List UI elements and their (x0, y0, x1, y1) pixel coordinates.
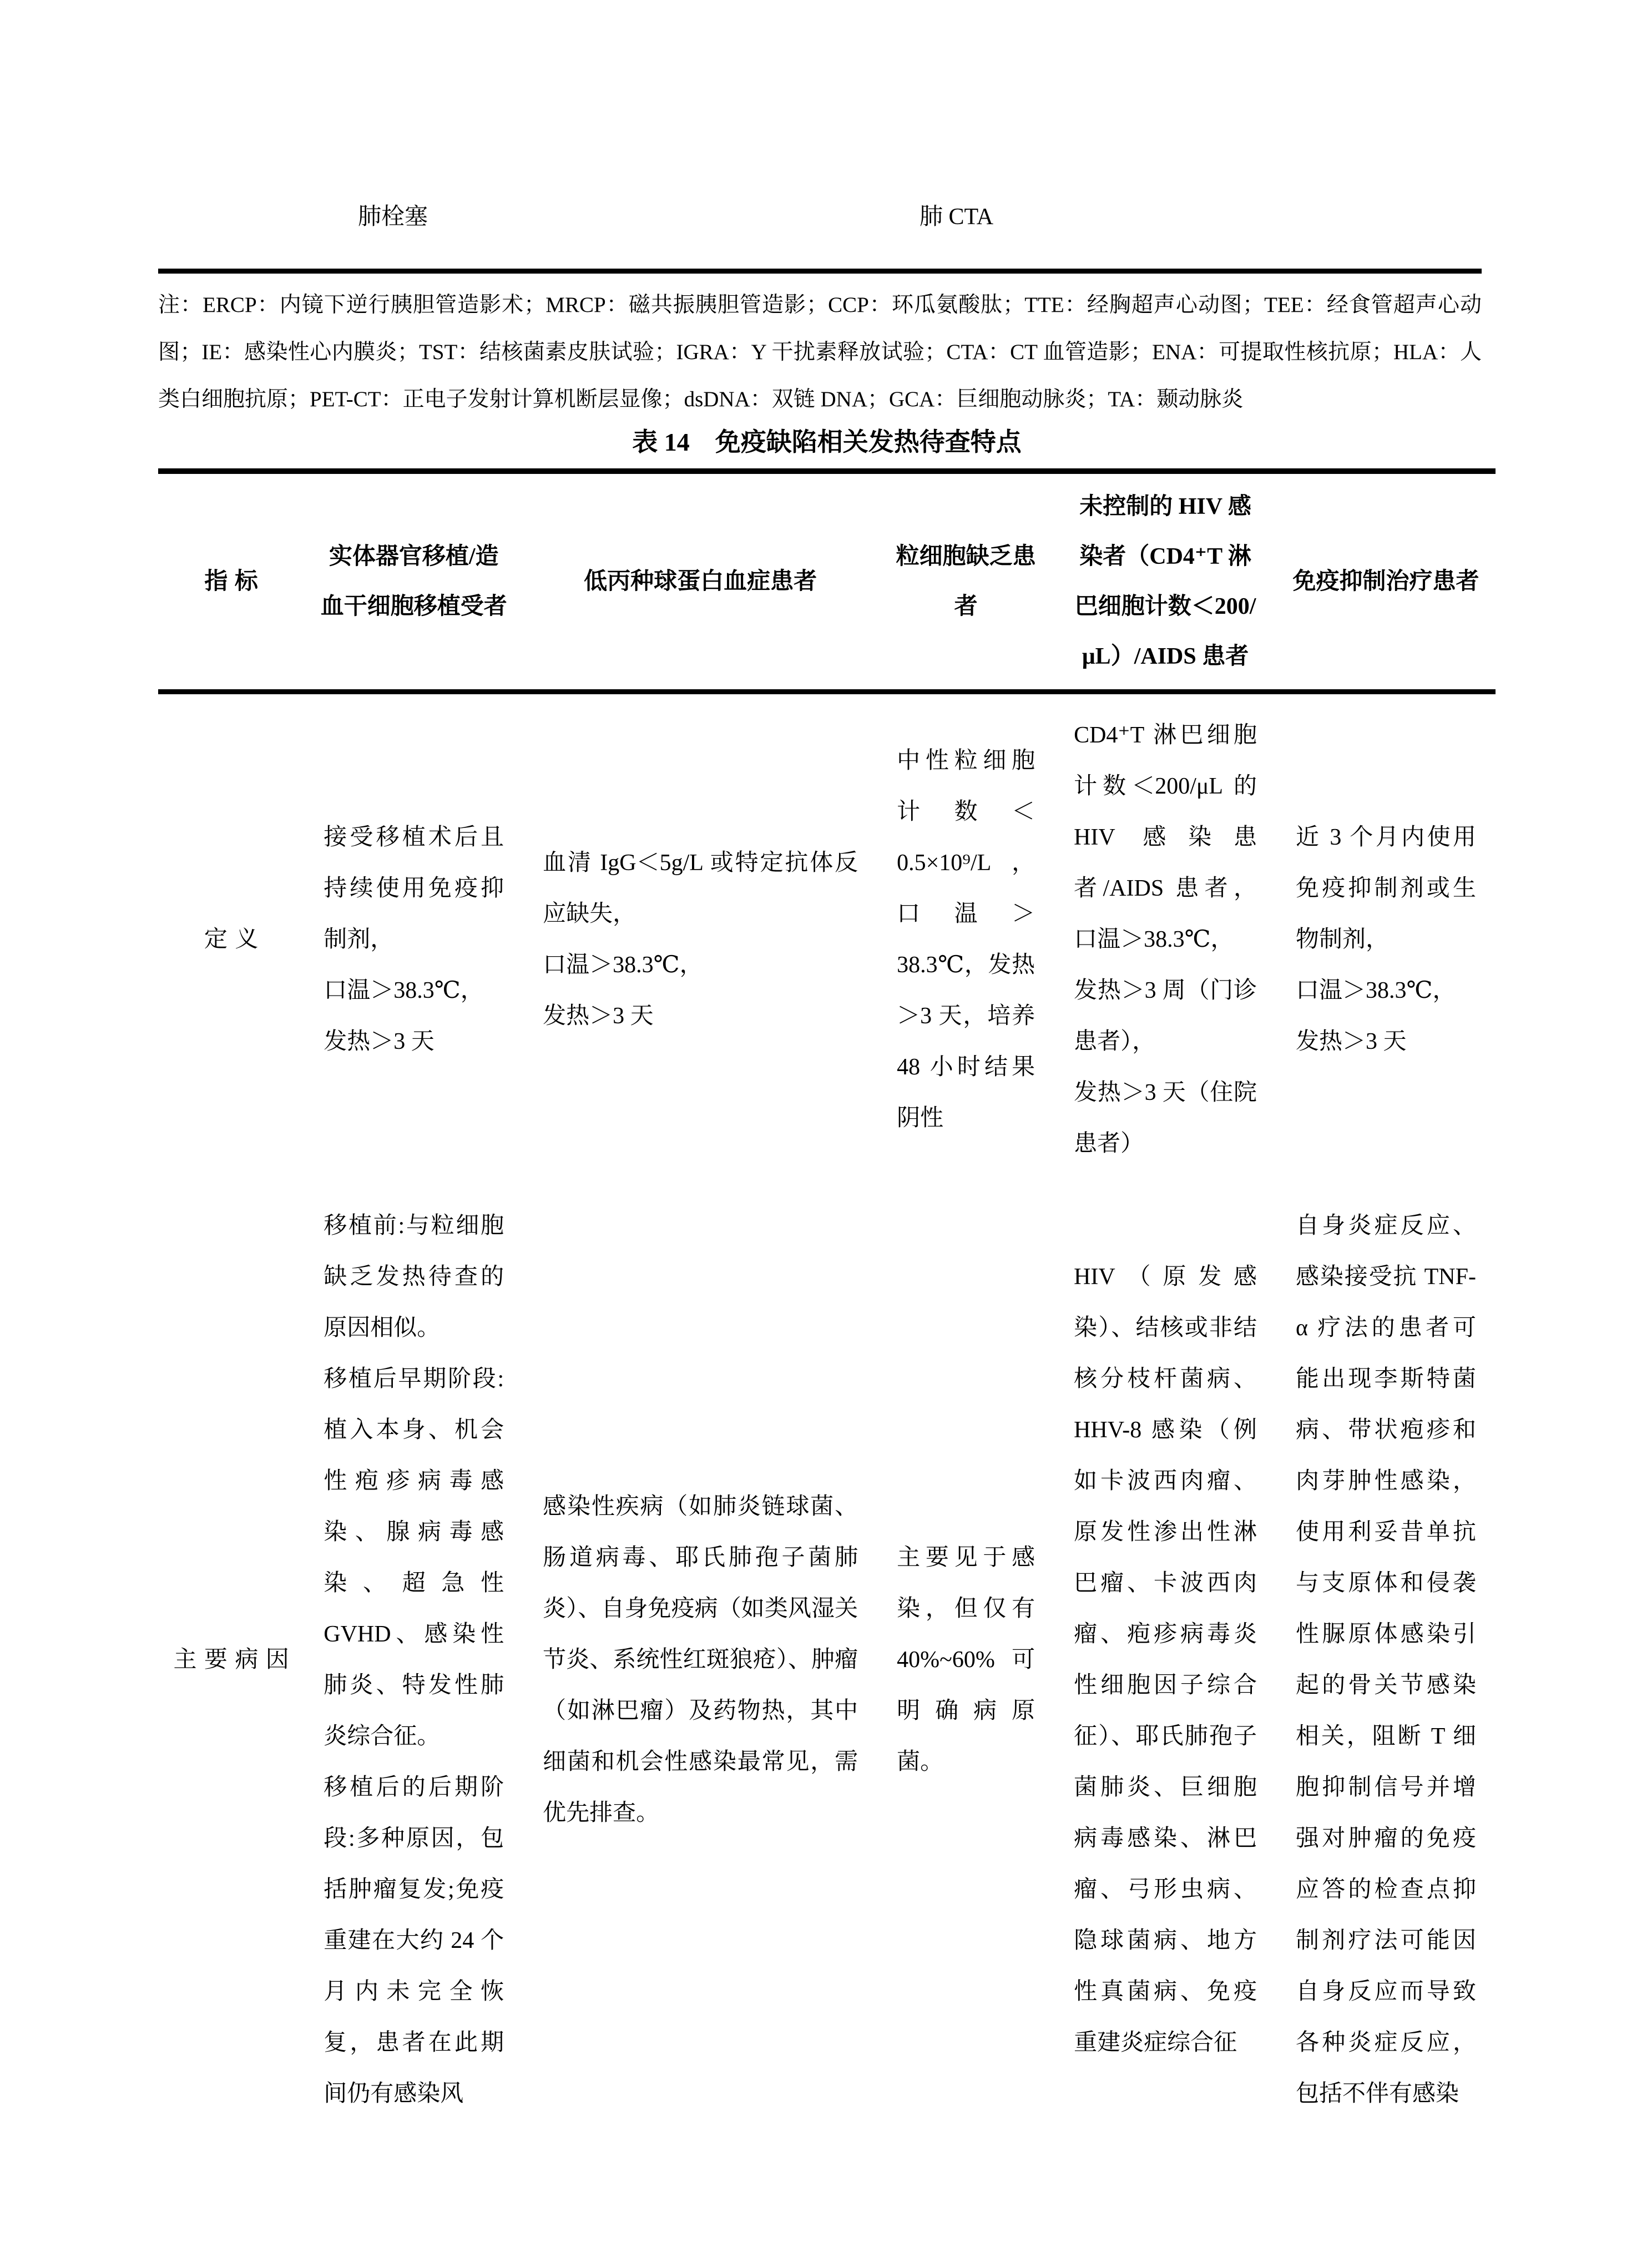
cell-paragraph: 近 3 个月内使用免疫抑制剂或生物制剂， (1296, 825, 1476, 952)
prev-table-cell-lung-cta: 肺 CTA (920, 204, 994, 230)
row-label: 定义 (204, 927, 266, 952)
cell-paragraph: CD4⁺T 淋巴细胞计数＜200/μL 的 HIV 感染患者/AIDS 患者，口温＞38.3℃， (1074, 723, 1257, 952)
cell-paragraph: 发热＞3 天 (1296, 1029, 1407, 1054)
cell-paragraph: 感染性疾病（如肺炎链球菌、肠道病毒、耶氏肺孢子菌肺炎）、自身免疫病（如类风湿关节炎、系统性红斑狼疮）、肿瘤（如淋巴瘤）及药物热，其中细菌和机会性感染最常见，需优先排查。 (543, 1494, 858, 1826)
table-cell (304, 1185, 523, 2135)
cell-paragraph: 口温＞38.3℃， (543, 952, 703, 978)
table-header (158, 471, 1496, 692)
prev-table-cell-pulmonary-embolism: 肺栓塞 (358, 204, 428, 230)
table-header-row (158, 471, 1496, 692)
column-header: 未控制的 HIV 感染者（CD4⁺T 淋巴细胞计数＜200/μL）/AIDS 患者 (1074, 494, 1256, 669)
table-bottom-rule (158, 269, 1482, 274)
immunodeficiency-fuo-table (158, 468, 1496, 2135)
table-row (158, 692, 1496, 1185)
cell-paragraph: 血清 IgG＜5g/L 或特定抗体反应缺失， (543, 850, 858, 927)
table-caption: 表 14 免疫缺陷相关发热待查特点 (632, 428, 1022, 456)
cell-paragraph: 主要见于感染，但仅有 40%~60%可明确病原菌。 (897, 1545, 1035, 1775)
cell-paragraph: 自身炎症反应、感染接受抗 TNF-α 疗法的患者可能出现李斯特菌病、带状疱疹和肉芽肿性感染，使用利妥昔单抗与支原体和侵袭性脲原体感染引起的骨关节感染相关，阻断 T 细胞抑制信号并增强对肿瘤的免疫应答的检查点抑制剂疗法可能因自身反应而导致各种炎症反应，包括不伴有感染 (1296, 1213, 1476, 2107)
row-label: 主要病因 (173, 1647, 297, 1673)
cell-paragraph: HIV（原发感染）、结核或非结核分枝杆菌病、HHV-8 感染（例如卡波西肉瘤、原发性渗出性淋巴瘤、卡波西肉瘤、疱疹病毒炎性细胞因子综合征）、耶氏肺孢子菌肺炎、巨细胞病毒感染、淋巴瘤、弓形虫病、隐球菌病、地方性真菌病、免疫重建炎症综合征 (1074, 1264, 1257, 2056)
cell-paragraph: 移植前:与粒细胞缺乏发热待查的原因相似。 (324, 1213, 504, 1341)
table-row (158, 1185, 1496, 2135)
table-cell (1054, 1185, 1276, 2135)
column-header: 实体器官移植/造血干细胞移植受者 (320, 544, 507, 619)
table-body (158, 692, 1496, 2135)
cell-paragraph: 移植后早期阶段:植入本身、机会性疱疹病毒感染、腺病毒感染、超急性 GVHD、感染性肺炎、特发性肺炎综合征。 (324, 1366, 504, 1749)
cell-paragraph: 发热＞3 天 (324, 1029, 435, 1054)
column-header: 粒细胞缺乏患者 (896, 544, 1036, 619)
page-content (158, 0, 1496, 2135)
table-cell (877, 1185, 1054, 2135)
column-header: 低丙种球蛋白血症患者 (584, 569, 817, 594)
column-header: 指标 (204, 569, 265, 594)
cell-paragraph: 发热＞3 天（住院患者） (1074, 1080, 1257, 1157)
table-cell (1276, 692, 1496, 1185)
cell-paragraph: 发热＞3 天 (543, 1003, 654, 1029)
table-cell (523, 1185, 877, 2135)
cell-paragraph: 接受移植术后且持续使用免疫抑制剂， (324, 825, 504, 952)
cell-paragraph: 口温＞38.3℃， (1296, 978, 1456, 1003)
cell-paragraph: 发热＞3 周（门诊患者）， (1074, 978, 1257, 1054)
table-cell (877, 692, 1054, 1185)
table-cell (523, 692, 877, 1185)
cell-paragraph: 口温＞38.3℃， (324, 978, 484, 1003)
column-header: 免疫抑制治疗患者 (1292, 569, 1479, 594)
cell-paragraph: 移植后的后期阶段:多种原因，包括肿瘤复发;免疫重建在大约 24 个月内未完全恢复，患者在此期间仍有感染风 (324, 1775, 504, 2107)
abbreviation-note: 注：ERCP：内镜下逆行胰胆管造影术；MRCP：磁共振胰胆管造影；CCP：环瓜氨酸肽；TTE：经胸超声心动图；TEE：经食管超声心动图；IE：感染性心内膜炎；TST：结核菌素皮肤试验；IGRA：Y 干扰素释放试验；CTA：CT 血管造影；ENA：可提取性核抗原；HLA：人类白细胞抗原；PET-CT：正电子发射计算机断层显像；dsDNA：双链 DNA；GCA：巨细胞动脉炎；TA：颞动脉炎 (158, 293, 1482, 411)
cell-paragraph: 中性粒细胞计数＜0.5×10⁹/L，口温＞38.3℃，发热＞3 天，培养 48 小时结果阴性 (897, 748, 1035, 1131)
table-cell (1276, 1185, 1496, 2135)
table-cell (304, 692, 523, 1185)
table-cell (1054, 692, 1276, 1185)
previous-table-fragment-row (158, 201, 1496, 233)
